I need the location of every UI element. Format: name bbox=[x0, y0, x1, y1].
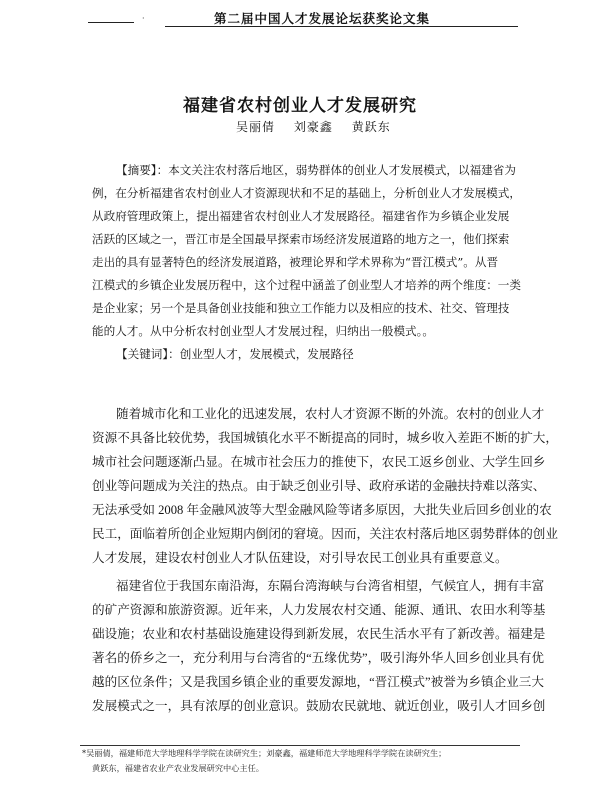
body-line: 越的区位条件；又是我国乡镇企业的重要发源地，“晋江模式”被誉为乡镇企业三大 bbox=[92, 675, 544, 689]
abstract-line: 例，在分析福建省农村创业人才资源现状和不足的基础上，分析创业人才发展模式， bbox=[92, 186, 521, 200]
keywords: 【关键词】：创业型人才，发展模式，发展路径 bbox=[116, 347, 354, 361]
abstract-line: 能的人才。从中分析农村创业型人才发展过程，归纳出一般模式。。 bbox=[92, 324, 435, 338]
author-name: 刘豪鑫 bbox=[293, 120, 333, 134]
author-name: 吴丽倩 bbox=[236, 120, 276, 134]
footnote-rule bbox=[80, 745, 520, 746]
body-line: 城市社会问题逐渐凸显。在城市社会压力的推使下，农民工返乡创业、大学生回乡 bbox=[92, 455, 546, 469]
abstract-line: 走出的具有显著特色的经济发展道路，被理论界和学术界称为“晋江模式”。从晋 bbox=[92, 255, 499, 269]
running-header-title: 第二届中国人才发展论坛获奖论文集 bbox=[214, 11, 431, 26]
body-line: 资源不具备比较优势，我国城镇化水平不断提高的同时，城乡收入差距不断的扩大， bbox=[92, 431, 558, 445]
body-line: 民工，面临着所创企业短期内倒闭的窘境。因而，关注农村落后地区弱势群体的创业 bbox=[92, 527, 558, 541]
author-list bbox=[236, 118, 405, 135]
abstract-line: 江模式的乡镇企业发展历程中，这个过程中涵盖了创业型人才培养的两个维度：一类 bbox=[92, 278, 521, 292]
header-mark: · bbox=[142, 14, 145, 23]
footnote-line: 黄跃东，福建省农业产农业发展研究中心主任。 bbox=[92, 763, 264, 773]
author-name: 黄跃东 bbox=[351, 120, 391, 134]
body-line: 人才发展，建设农村创业人才队伍建设，对引导农民工创业具有重要意义。 bbox=[92, 551, 508, 565]
body-line: 随着城市化和工业化的迅速发展，农村人才资源不断的外流。农村的创业人才 bbox=[116, 407, 545, 421]
body-line: 著名的侨乡之一，充分利用与台湾省的“五缘优势”，吸引海外华人回乡创业具有优 bbox=[92, 651, 544, 665]
abstract-line: 【摘要】：本文关注农村落后地区，弱势群体的创业人才发展模式，以福建省为 bbox=[116, 163, 516, 177]
body-line: 福建省位于我国东南沿海，东隔台湾海峡与台湾省相望，气候宜人，拥有丰富 bbox=[116, 579, 545, 593]
header-left-rule bbox=[88, 22, 134, 23]
body-line: 无法承受如 2008 年金融风波等大型金融风险等诸多原因，大批失业后回乡创业的农 bbox=[92, 503, 552, 517]
abstract-line: 活跃的区域之一，晋江市是全国最早探索市场经济发展道路的地方之一，他们探索 bbox=[92, 232, 510, 246]
abstract-line: 从政府管理政策上，提出福建省农村创业人才发展路径。福建省作为乡镇企业发展 bbox=[92, 209, 510, 223]
footnote-line: *吴丽倩，福建师范大学地理科学学院在读研究生；刘豪鑫，福建师范大学地理科学学院在读研究生； bbox=[82, 748, 447, 758]
body-line: 的矿产资源和旅游资源。近年来，人力发展农村交通、能源、通讯、农田水利等基 bbox=[92, 603, 546, 617]
paper-title: 福建省农村创业人才发展研究 bbox=[183, 96, 417, 116]
body-line: 发展模式之一，具有浓厚的创业意识。鼓励农民就地、就近创业，吸引人才回乡创 bbox=[92, 699, 546, 713]
abstract-line: 是企业家；另一个是具备创业技能和独立工作能力以及相应的技术、社交、管理技 bbox=[92, 301, 510, 315]
body-line: 创业等问题成为关注的热点。由于缺乏创业引导、政府承诺的金融扶持难以落实、 bbox=[92, 479, 546, 493]
body-line: 础设施；农业和农村基础设施建设得到新发展，农民生活水平有了新改善。福建是 bbox=[92, 627, 546, 641]
